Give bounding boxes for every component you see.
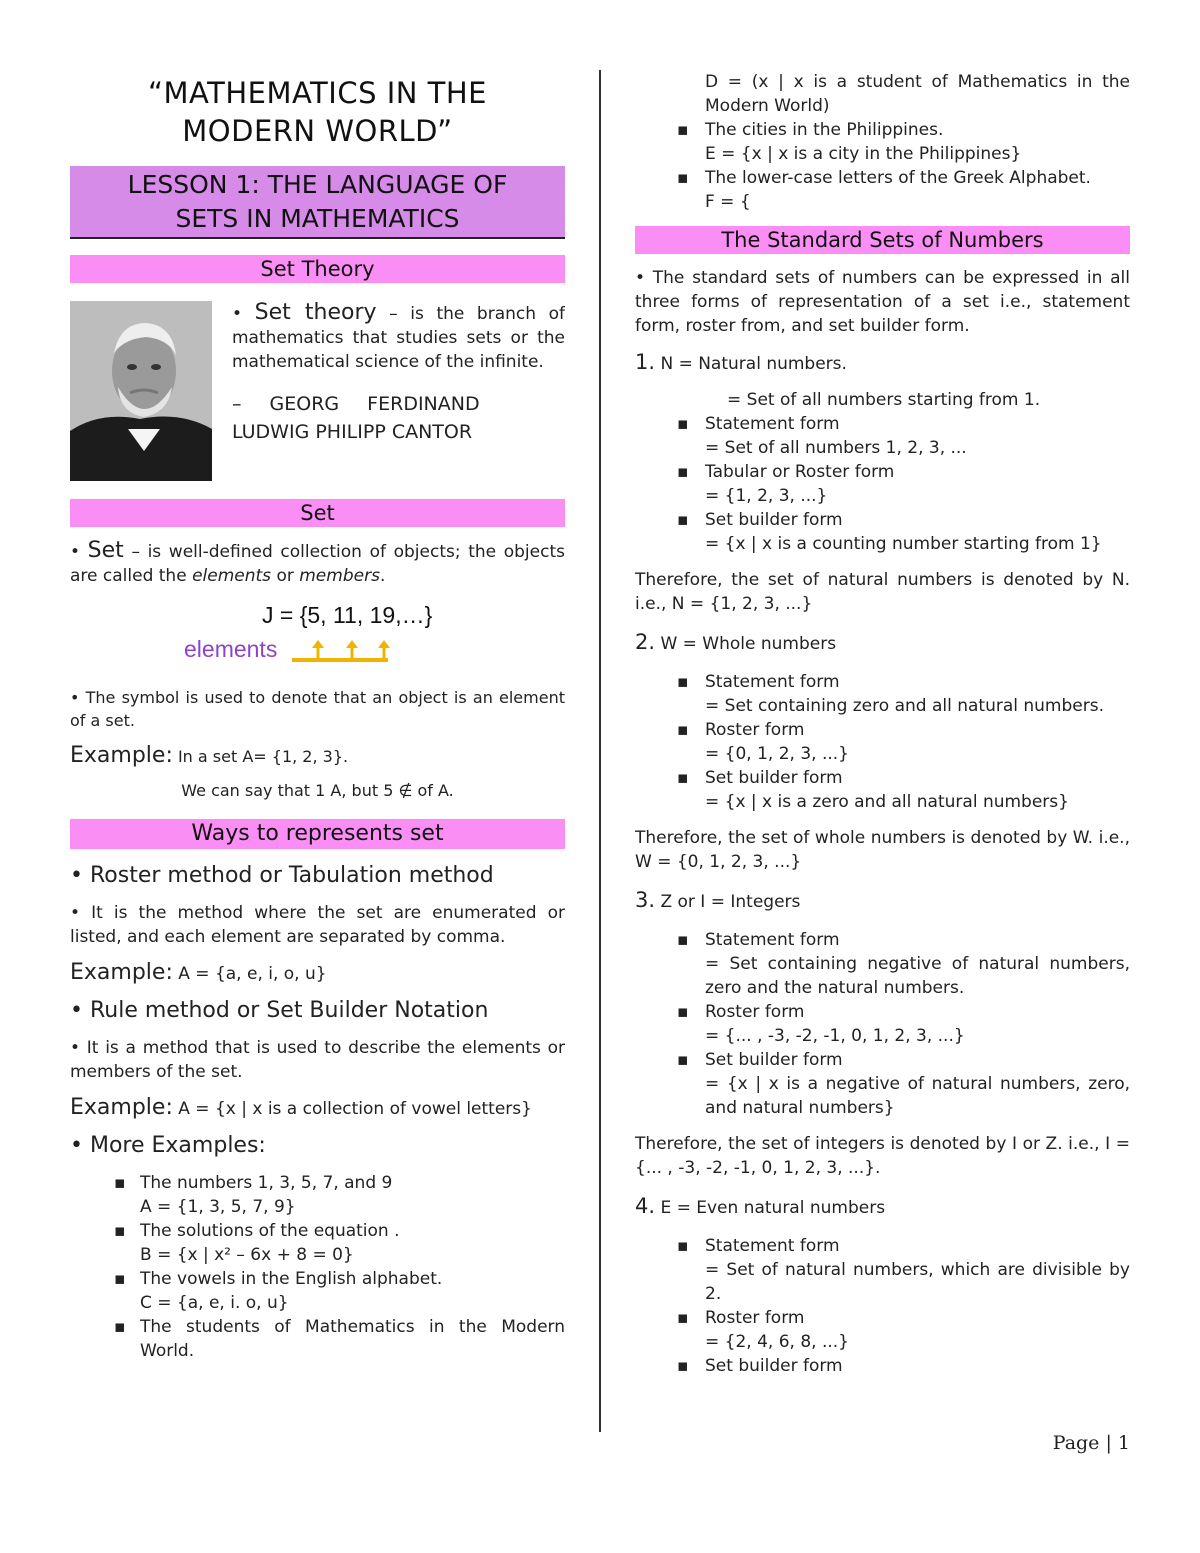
list-item (70, 1315, 565, 1363)
item-line-1: The solutions of the equation . (140, 1221, 400, 1241)
bullet-dot: • (70, 1133, 90, 1158)
roster-example-label: Example: (70, 960, 173, 985)
natural-number: 1. (635, 350, 656, 374)
even-forms-list (635, 1234, 1130, 1378)
list-item (635, 928, 1130, 1000)
example-label: Example: (70, 743, 173, 768)
item-line-1: Set builder form (705, 1050, 843, 1070)
set-theory-block (70, 301, 565, 481)
right-top-list (635, 118, 1130, 214)
item-line-2: A = {1, 3, 5, 7, 9} (140, 1197, 296, 1217)
natural-forms-list (635, 412, 1130, 556)
cantor-portrait (70, 301, 212, 481)
ways-heading: Ways to represents set (70, 819, 565, 849)
bullet-dot: • (70, 1038, 87, 1058)
item-line-1: The students of Mathematics in the Modern World. (140, 1317, 565, 1361)
set-def-text: – is well-defined collection of objects; the objects are called the (70, 542, 565, 586)
item-line-1: Statement form (705, 672, 840, 692)
item-line-1: Statement form (705, 414, 840, 434)
item-line-1: Roster form (705, 720, 805, 740)
item-line-2: = Set of natural numbers, which are divisible by 2. (705, 1260, 1130, 1304)
item-line-2: = Set containing negative of natural numbers, zero and the natural numbers. (705, 954, 1130, 998)
square-bullet-icon: ▪ (677, 1308, 689, 1328)
square-bullet-icon: ▪ (677, 1356, 689, 1376)
item-line-1: Tabular or Roster form (705, 462, 895, 482)
column-divider (599, 70, 601, 1432)
standard-intro (635, 266, 1130, 338)
bullet-dot: • (70, 688, 86, 707)
left-column (70, 70, 565, 1375)
more-examples-text: More Examples: (89, 1133, 266, 1158)
roster-title (70, 861, 565, 891)
title-line-2: MODERN WORLD” (182, 114, 453, 148)
square-bullet-icon: ▪ (677, 768, 689, 788)
item-line-2: = {2, 4, 6, 8, ...} (705, 1332, 849, 1352)
square-bullet-icon: ▪ (677, 672, 689, 692)
set-theory-def-text: – is the branch of mathematics that studies sets or the mathematical science of the infinite. (232, 304, 565, 372)
natural-subtitle: = Set of all numbers starting from 1. (727, 390, 1041, 410)
list-item (635, 508, 1130, 556)
lesson-line-2: SETS IN MATHEMATICS (175, 204, 460, 233)
roster-title-text: Roster method or Tabulation method (89, 863, 494, 888)
square-bullet-icon: ▪ (677, 1050, 689, 1070)
rule-title-text: Rule method or Set Builder Notation (89, 998, 489, 1023)
bullet-dot: • (70, 863, 90, 888)
item-line-2: = {0, 1, 2, 3, ...} (705, 744, 849, 764)
square-bullet-icon: ▪ (677, 1002, 689, 1022)
integers-number: 3. (635, 888, 656, 912)
list-item (635, 1048, 1130, 1120)
square-bullet-icon: ▪ (677, 168, 689, 188)
elements-figure (70, 598, 565, 680)
square-bullet-icon: ▪ (677, 510, 689, 530)
document-title (70, 74, 565, 150)
item-line-2: = {x | x is a zero and all natural numbers} (705, 792, 1069, 812)
natural-title-text: N = Natural numbers. (655, 354, 847, 374)
element-arrows-graphic (288, 638, 408, 668)
standard-intro-text: The standard sets of numbers can be expressed in all three forms of representation of a set i.e., statement form, roster from, and set builder form. (635, 268, 1130, 336)
square-bullet-icon: ▪ (677, 720, 689, 740)
roster-desc-text: It is the method where the set are enumerated or listed, and each element are separated by comma. (70, 903, 565, 947)
item-line-1: Set builder form (705, 1356, 843, 1376)
item-line-1: Roster form (705, 1308, 805, 1328)
list-item (635, 1000, 1130, 1048)
rule-desc (70, 1036, 565, 1084)
item-line-1: The cities in the Philippines. (705, 120, 944, 140)
d-set-definition: D = (x | x is a student of Mathematics in the Modern World) (705, 72, 1130, 116)
item-line-1: The vowels in the English alphabet. (140, 1269, 443, 1289)
author-line-1: – GEORG FERDINAND (232, 393, 480, 415)
or-word: or (271, 566, 300, 586)
set-heading: Set (70, 499, 565, 527)
list-item (635, 1234, 1130, 1306)
rule-example-label: Example: (70, 1095, 173, 1120)
elements-word: elements (192, 566, 272, 586)
whole-therefore: Therefore, the set of whole numbers is denoted by W. i.e., W = {0, 1, 2, 3, ...} (635, 828, 1130, 872)
item-line-1: Set builder form (705, 768, 843, 788)
roster-desc (70, 901, 565, 949)
square-bullet-icon: ▪ (114, 1317, 126, 1337)
list-item (635, 1306, 1130, 1354)
item-line-2: C = {a, e, i. o, u} (140, 1293, 289, 1313)
set-example (70, 744, 565, 769)
list-item (70, 1267, 565, 1315)
item-line-2: B = {x | x² – 6x + 8 = 0} (140, 1245, 354, 1265)
whole-title (635, 630, 1130, 656)
roster-example (70, 961, 565, 986)
symbol-note-text: The symbol is used to denote that an object is an element of a set. (70, 688, 565, 730)
list-item (635, 118, 1130, 166)
author-line-2: LUDWIG PHILIPP CANTOR (232, 421, 473, 443)
list-item (635, 670, 1130, 718)
standard-sets-heading: The Standard Sets of Numbers (635, 226, 1130, 254)
even-title-text: E = Even natural numbers (655, 1198, 886, 1218)
even-title (635, 1194, 1130, 1220)
item-line-2: F = { (705, 192, 751, 212)
square-bullet-icon: ▪ (114, 1221, 126, 1241)
list-item (635, 460, 1130, 508)
bullet-dot: • (232, 304, 255, 324)
list-item (635, 766, 1130, 814)
item-line-1: Roster form (705, 1002, 805, 1022)
set-theory-heading: Set Theory (70, 255, 565, 283)
natural-title (635, 350, 1130, 376)
list-item (635, 166, 1130, 214)
square-bullet-icon: ▪ (114, 1269, 126, 1289)
square-bullet-icon: ▪ (114, 1173, 126, 1193)
integers-title-text: Z or I = Integers (655, 892, 801, 912)
item-line-2: = {x | x is a counting number starting from 1} (705, 534, 1102, 554)
square-bullet-icon: ▪ (677, 930, 689, 950)
list-item (635, 412, 1130, 460)
rule-desc-text: It is a method that is used to describe the elements or members of the set. (70, 1038, 566, 1082)
item-line-1: The lower-case letters of the Greek Alphabet. (705, 168, 1091, 188)
rule-title (70, 996, 565, 1026)
integers-title (635, 888, 1130, 914)
list-item (70, 1171, 565, 1219)
square-bullet-icon: ▪ (677, 462, 689, 482)
more-examples-list (70, 1171, 565, 1363)
figure-label: elements (184, 636, 278, 662)
symbol-note (70, 686, 565, 732)
item-line-2: = {1, 2, 3, ...} (705, 486, 828, 506)
rule-example (70, 1096, 565, 1121)
square-bullet-icon: ▪ (677, 414, 689, 434)
members-word: members (299, 566, 380, 586)
bullet-dot: • (70, 998, 90, 1023)
example-text: In a set A= {1, 2, 3}. (172, 747, 349, 766)
list-item (70, 1219, 565, 1267)
list-item (635, 1354, 1130, 1378)
rule-example-text: A = {x | x is a collection of vowel letters} (172, 1099, 532, 1119)
bullet-dot: • (70, 903, 92, 923)
title-line-1: “MATHEMATICS IN THE (147, 76, 488, 110)
item-line-2: = {x | x is a negative of natural numbers, zero, and natural numbers} (705, 1074, 1130, 1118)
bullet-dot: • (70, 542, 88, 562)
whole-title-text: W = Whole numbers (655, 634, 837, 654)
item-line-1: Statement form (705, 930, 840, 950)
item-line-1: Set builder form (705, 510, 843, 530)
lesson-heading (70, 166, 565, 239)
item-line-2: = {... , -3, -2, -1, 0, 1, 2, 3, ...} (705, 1026, 965, 1046)
item-line-2: = Set containing zero and all natural numbers. (705, 696, 1104, 716)
item-line-1: Statement form (705, 1236, 840, 1256)
square-bullet-icon: ▪ (677, 1236, 689, 1256)
period: . (379, 566, 386, 586)
whole-number: 2. (635, 630, 656, 654)
square-bullet-icon: ▪ (677, 120, 689, 140)
integers-therefore: Therefore, the set of integers is denoted by I or Z. i.e., I = {... , -3, -2, -1, 0, 1, 2, 3, ...}. (635, 1134, 1130, 1178)
item-line-2: = Set of all numbers 1, 2, 3, ... (705, 438, 967, 458)
integers-forms-list (635, 928, 1130, 1120)
natural-therefore: Therefore, the set of natural numbers is denoted by N. i.e., N = {1, 2, 3, ...} (635, 570, 1130, 614)
whole-forms-list (635, 670, 1130, 814)
portrait-image (70, 301, 212, 481)
set-theory-term: Set theory (254, 301, 377, 325)
right-column (635, 70, 1130, 1390)
list-item (635, 718, 1130, 766)
figure-equation: J = {5, 11, 19,…} (262, 602, 433, 628)
lesson-line-1: LESSON 1: THE LANGUAGE OF (127, 170, 508, 199)
roster-example-text: A = {a, e, i, o, u} (172, 964, 327, 984)
bullet-dot: • (635, 268, 653, 288)
more-examples-title (70, 1131, 565, 1161)
set-example-line-2: We can say that 1 A, but 5 ∉ of A. (181, 781, 454, 800)
set-term: Set (87, 538, 124, 563)
set-definition (70, 539, 565, 588)
item-line-2: E = {x | x is a city in the Philippines} (705, 144, 1022, 164)
page-number: Page | 1 (1052, 1432, 1130, 1454)
item-line-1: The numbers 1, 3, 5, 7, and 9 (140, 1173, 393, 1193)
even-number: 4. (635, 1194, 656, 1218)
